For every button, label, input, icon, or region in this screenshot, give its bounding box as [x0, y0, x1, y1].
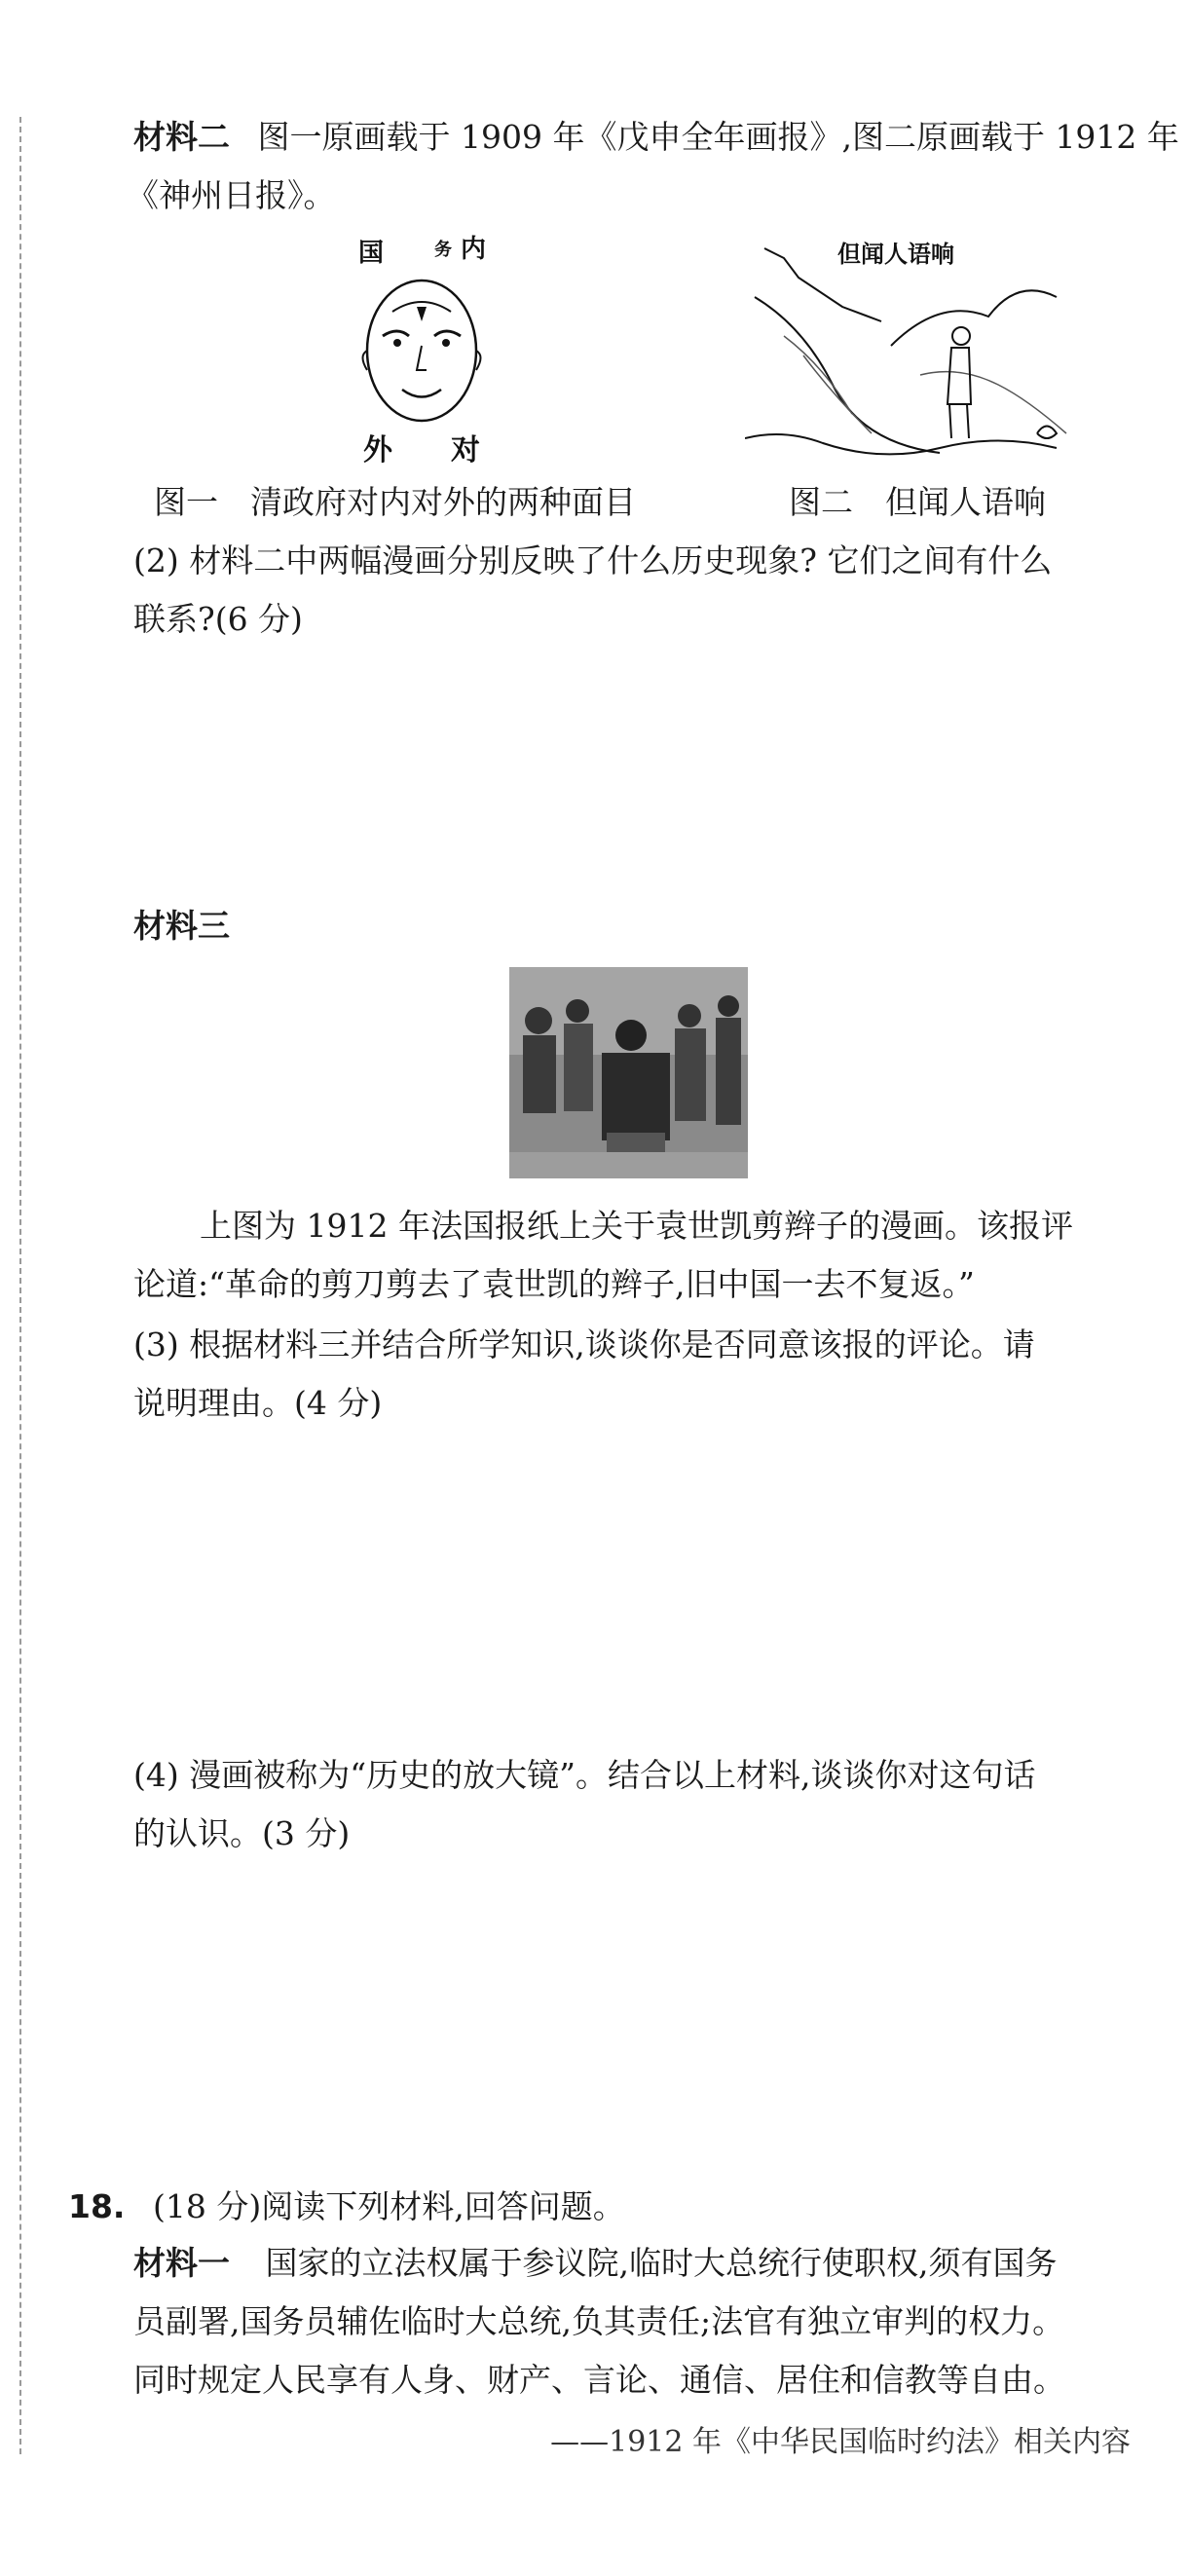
question3-line2: 说明理由。(4 分)	[133, 1384, 383, 1422]
fig1-char-toward: 对	[451, 433, 480, 467]
material3-cartoon-photo	[509, 967, 748, 1178]
question4-line1: (4) 漫画被称为“历史的放大镜”。结合以上材料,谈谈你对这句话	[133, 1756, 1036, 1794]
material2-line2: 《神州日报》。	[127, 176, 336, 214]
material2-line1	[133, 107, 1179, 167]
figure1-caption: 图一 清政府对内对外的两种面目	[154, 483, 636, 521]
fig1-char-right: 内	[461, 235, 487, 264]
figure2-landscape-cartoon	[745, 239, 1076, 463]
material2-text: 图一原画载于 1909 年《戊申全年画报》,图二原画载于 1912 年	[257, 118, 1179, 156]
q18-material1-line1	[133, 2233, 1057, 2293]
question2-line2: 联系?(6 分)	[133, 600, 303, 638]
question18-intro-text: (18 分)阅读下列材料,回答问题。	[152, 2187, 625, 2225]
fig1-char-mid: 务	[434, 240, 452, 260]
q18-material1-line2: 员副署,国务员辅佐临时大总统,负其责任;法官有独立审判的权力。	[133, 2302, 1065, 2340]
q18-material1-text1: 国家的立法权属于参议院,临时大总统行使职权,须有国务	[265, 2244, 1058, 2282]
question18-number: 18.	[68, 2187, 126, 2225]
cartoon-illustration	[509, 967, 748, 1178]
question3-line1: (3) 根据材料三并结合所学知识,谈谈你是否同意该报的评论。请	[133, 1325, 1035, 1363]
fig2-banner-text: 但闻人语响	[837, 240, 954, 268]
q18-material1-line3: 同时规定人民享有人身、财产、言论、通信、居住和信教等自由。	[133, 2361, 1065, 2399]
q18-material1-label: 材料一	[133, 2244, 230, 2282]
material2-label: 材料二	[133, 118, 230, 156]
figure1-face-cartoon	[349, 234, 495, 472]
q18-source-citation: ——1912 年《中华民国临时约法》相关内容	[550, 2425, 1131, 2459]
material3-label: 材料三	[133, 907, 230, 945]
figure2-caption: 图二 但闻人语响	[789, 483, 1046, 521]
fig1-char-left: 国	[358, 239, 385, 268]
question18-intro	[68, 2177, 625, 2236]
question2-line1: (2) 材料二中两幅漫画分别反映了什么历史现象? 它们之间有什么	[133, 541, 1053, 579]
material3-para-line1: 上图为 1912 年法国报纸上关于袁世凯剪辫子的漫画。该报评	[200, 1207, 1073, 1245]
material3-para-line2: 论道:“革命的剪刀剪去了袁世凯的辫子,旧中国一去不复返。”	[133, 1265, 975, 1303]
fig1-char-outer: 外	[363, 433, 392, 467]
binding-margin-line	[19, 117, 21, 2454]
question4-line2: 的认识。(3 分)	[133, 1814, 351, 1852]
